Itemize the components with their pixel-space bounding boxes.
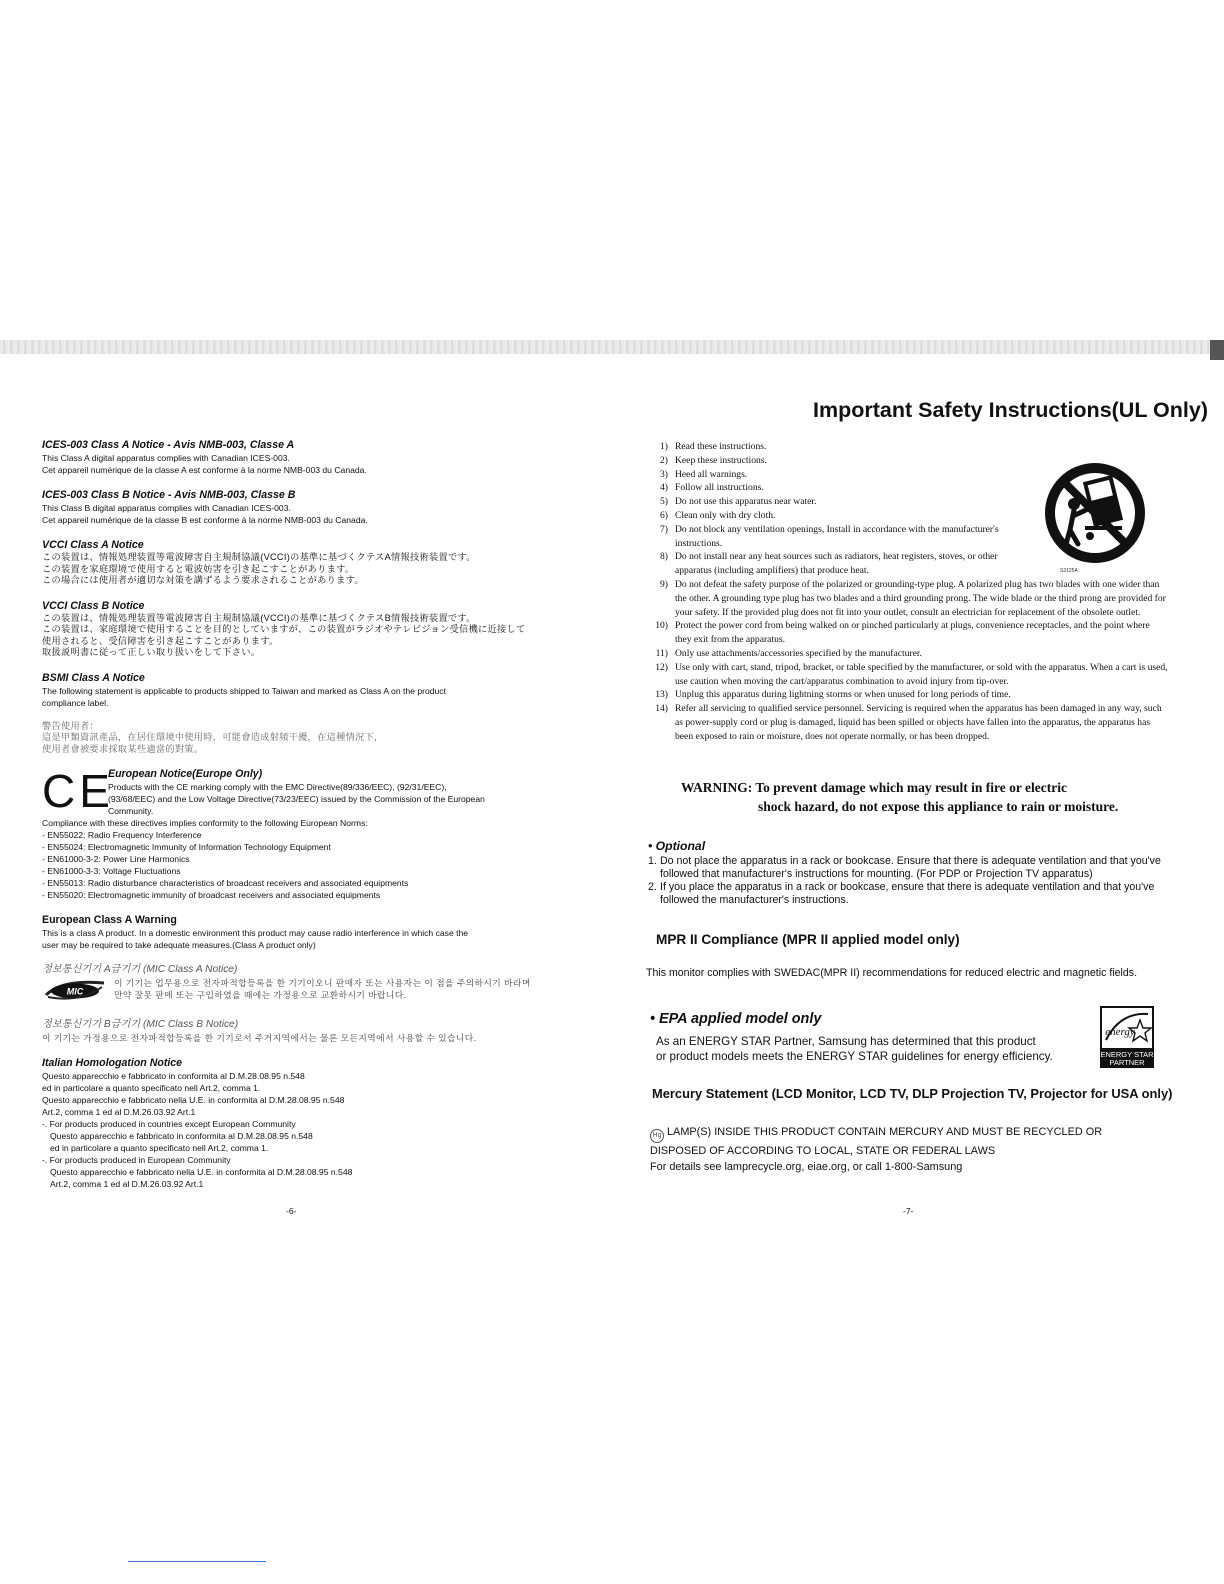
italian-line: Art.2, comma 1 ed al D.M.26.03.92 Art.1 xyxy=(42,1107,196,1117)
energy-logo-line1: ENERGY STAR xyxy=(1100,1050,1154,1059)
mic-a-section xyxy=(42,963,562,1006)
epa-line2: or product models meets the ENERGY STAR guidelines for energy efficiency. xyxy=(656,1050,1053,1063)
instruction-item xyxy=(648,440,1168,454)
epa-title: • EPA applied model only xyxy=(650,1011,822,1027)
instruction-number: 13) xyxy=(655,689,668,701)
mercury-title: Mercury Statement (LCD Monitor, LCD TV, DLP Projection TV, Projector for USA only) xyxy=(652,1086,1173,1101)
european-norm-item: - EN55022: Radio Frequency Interference xyxy=(42,830,202,840)
vcci-b-line: この装置は、家庭環境で使用することを目的としていますが、この装置がラジオやテレビジョン受信機に近接して xyxy=(42,624,526,634)
cart-tipover-warning-icon xyxy=(1040,458,1150,568)
energy-logo-script: energy xyxy=(1105,1026,1135,1038)
instruction-number: 10) xyxy=(655,620,668,632)
instruction-item xyxy=(648,688,1168,702)
mercury-line3: For details see lamprecycle.org, eiae.org, or call 1-800-Samsung xyxy=(650,1161,963,1173)
optional-item xyxy=(648,855,1168,881)
instruction-number: 6) xyxy=(660,509,668,521)
italian-sub2: -. For products produced in European Community xyxy=(42,1155,231,1165)
instruction-number: 5) xyxy=(660,496,668,508)
european-norm-item: - EN61000-3-2: Power Line Harmonics xyxy=(42,854,190,864)
eu-warning-line1: This is a class A product. In a domestic environment this product may cause radio interference in which case the xyxy=(42,928,469,938)
optional-text: Do not place the apparatus in a rack or bookcase. Ensure that there is adequate ventilation and that you've followed that manufacturer's instructions for mounting. (For PDP or Projection TV apparatus) xyxy=(660,855,1161,880)
mpr-title: MPR II Compliance (MPR II applied model only) xyxy=(656,932,960,947)
mic-b-title: 정보통신기기 B급기기 (MIC Class B Notice) xyxy=(42,1019,239,1030)
optional-text: If you place the apparatus in a rack or bookcase, ensure that there is adequate ventilation and that you've followed the manufacturer's instructions. xyxy=(660,881,1155,906)
instruction-text: Protect the power cord from being walked on or pinched particularly at plugs, convenience receptacles, and the point where they exit from the apparatus. xyxy=(675,620,1150,646)
european-norm-item: - EN55013: Radio disturbance characteristics of broadcast receivers and associated equipments xyxy=(42,878,409,888)
symbol-code: S3125A xyxy=(1060,568,1078,574)
mic-logo-icon xyxy=(42,977,114,1006)
mic-b-section xyxy=(42,1018,562,1044)
warning-line1: WARNING: To prevent damage which may result in fire or electric xyxy=(681,780,1067,795)
page-title: Important Safety Instructions(UL Only) xyxy=(813,398,1208,422)
footer-rule xyxy=(128,1561,266,1562)
european-notice-section xyxy=(42,767,562,901)
bsmi-line1: The following statement is applicable to products shipped to Taiwan and marked as Class A on the product xyxy=(42,685,446,696)
ices-a-title: ICES-003 Class A Notice - Avis NMB-003, Classe A xyxy=(42,439,295,451)
ices-a-section xyxy=(42,438,562,476)
ices-a-line1: This Class A digital apparatus complies with Canadian ICES-003. xyxy=(42,453,290,463)
optional-section xyxy=(648,840,1168,907)
eu-warning-title: European Class A Warning xyxy=(42,914,177,926)
european-notice-title: European Notice(Europe Only) xyxy=(108,768,263,780)
european-norm-item: - EN55024: Electromagnetic Immunity of Information Technology Equipment xyxy=(42,842,331,852)
instruction-text: Do not defeat the safety purpose of the polarized or grounding-type plug. A polarized plug has two blades with one wider than the other. A grounding type plug has two blades and a third grounding prong. The wide blade or the third prong are provided for your safety. If the provided plug does not fit into your outlet, consult an electrician for replacement of the obsolete outlet. xyxy=(675,578,1166,618)
italian-line: ed in particolare a quanto specificato nell Art.2, comma 1. xyxy=(42,1083,261,1093)
vcci-b-section xyxy=(42,599,562,659)
instruction-item xyxy=(648,619,1168,647)
left-page xyxy=(42,438,562,1190)
mic-a-text xyxy=(114,977,531,1001)
bsmi-line2: compliance label. xyxy=(42,697,109,708)
ce-mark-icon xyxy=(42,765,114,817)
italian-section xyxy=(42,1056,562,1190)
epa-line1: As an ENERGY STAR Partner, Samsung has determined that this product xyxy=(656,1035,1036,1048)
bsmi-zh-line: 警告使用者： xyxy=(42,720,99,731)
ices-b-section xyxy=(42,488,562,526)
italian-sub1: -. For products produced in countries except European Community xyxy=(42,1119,296,1129)
instruction-text: Heed all warnings. xyxy=(675,468,748,480)
epa-text xyxy=(656,1034,1096,1064)
optional-number: 2. xyxy=(648,881,657,893)
instruction-text: Refer all servicing to qualified service personnel. Servicing is required when the apparatus has been damaged in any way, such as power-supply cord or plug is damaged, liquid has been spilled or objects have fallen into the apparatus, the apparatus has been exposed to rain or moisture, does not operate normally, or has been dropped. xyxy=(675,703,1162,742)
instruction-item xyxy=(648,578,1168,619)
warning-block xyxy=(648,778,1208,816)
instruction-text: Unplug this apparatus during lightning storms or when unused for long periods of time. xyxy=(675,689,1011,701)
mercury-hg-icon: Hg xyxy=(650,1129,664,1143)
bsmi-title: BSMI Class A Notice xyxy=(42,671,145,684)
instruction-item xyxy=(648,702,1168,743)
instruction-text: Do not use this apparatus near water. xyxy=(675,496,817,508)
instruction-number: 12) xyxy=(655,661,668,673)
italian-title: Italian Homologation Notice xyxy=(42,1057,183,1069)
ce-mark-text: CE xyxy=(42,765,114,817)
optional-item xyxy=(648,881,1168,907)
italian-line: Questo apparecchio e fabbricato nella U.E. in conformita al D.M.28.08.95 n.548 xyxy=(42,1095,345,1105)
italian-sub2-line: Questo apparecchio e fabbricato nella U.E. in conformita al D.M.28.08.95 n.548 xyxy=(50,1167,353,1177)
instruction-text: Keep these instructions. xyxy=(675,454,767,466)
mercury-line1: LAMP(S) INSIDE THIS PRODUCT CONTAIN MERCURY AND MUST BE RECYCLED OR xyxy=(667,1126,1103,1138)
ices-b-line2: Cet appareil numérique de la classe B est conforme à la norme NMB-003 du Canada. xyxy=(42,515,368,525)
vcci-b-title: VCCI Class B Notice xyxy=(42,599,145,612)
european-norm-item: - EN55020: Electromagnetic immunity of broadcast receivers and associated equipments xyxy=(42,890,381,900)
page-number-right: -7- xyxy=(903,1206,914,1216)
ices-b-title: ICES-003 Class B Notice - Avis NMB-003, Classe B xyxy=(42,489,296,501)
vcci-b-line: この装置は、情報処理装置等電波障害自主規制協議(VCCI)の基準に基づくクテスB情報技術装置です。 xyxy=(42,612,476,623)
vcci-a-line: この場合には使用者が適切な対策を講ずるよう要求されることがあります。 xyxy=(42,575,364,585)
bsmi-zh-line: 這是甲類資訊產品，在居住環境中使用時，可能會造成射頻干擾，在這種情況下， xyxy=(42,732,384,742)
vcci-a-line: この装置を家庭環境で使用すると電波妨害を引き起こすことがあります。 xyxy=(42,563,355,574)
instruction-number: 2) xyxy=(660,454,668,466)
european-notice-text: (93/68/EEC) and the Low Voltage Directive(73/23/EEC) issued by the Commission of the European xyxy=(108,794,485,804)
european-norm-item: - EN61000-3-3: Voltage Fluctuations xyxy=(42,866,181,876)
vcci-a-line: この装置は、情報処理装置等電波障害自主規制協議(VCCI)の基準に基づくクテスA情報技術装置です。 xyxy=(42,552,476,562)
mic-a-line2: 만약 잘못 판매 또는 구입하였을 때에는 가정용으로 교환하시기 바랍니다. xyxy=(114,990,407,1000)
vcci-a-section xyxy=(42,538,562,587)
bsmi-zh-line: 使用者會被要求採取某些適當的對策。 xyxy=(42,743,204,754)
instruction-number: 14) xyxy=(655,703,668,715)
italian-sub1-line: ed in particolare a quanto specificato nell Art.2, comma 1. xyxy=(50,1143,269,1153)
eu-warning-section xyxy=(42,913,562,951)
mic-row xyxy=(42,977,562,1006)
italian-line: Questo apparecchio e fabbricato in conformita al D.M.28.08.95 n.548 xyxy=(42,1071,305,1081)
european-notice-text: Community. xyxy=(108,806,154,816)
instruction-text: Only use attachments/accessories specified by the manufacturer. xyxy=(675,647,922,659)
instruction-text: Clean only with dry cloth. xyxy=(675,509,776,521)
instruction-item xyxy=(648,661,1168,689)
ices-a-line2: Cet appareil numérique de la classe A est conforme à la norme NMB-003 du Canada. xyxy=(42,465,367,475)
bsmi-section xyxy=(42,671,562,756)
instruction-number: 1) xyxy=(660,441,668,452)
energy-star-logo-icon xyxy=(1100,1006,1154,1068)
european-notice-text: Products with the CE marking comply with the EMC Directive(89/336/EEC), (92/31/EEC), xyxy=(108,782,447,792)
energy-logo-line2: PARTNER xyxy=(1109,1058,1145,1067)
mic-logo-text: MIC xyxy=(66,986,84,997)
instruction-number: 3) xyxy=(660,468,668,480)
instruction-text: Use only with cart, stand, tripod, bracket, or table specified by the manufacturer, or sold with the apparatus. When a cart is used, use caution when moving the cart/apparatus combination to avoid injury from tip-over. xyxy=(675,661,1168,687)
scan-artifact-bar xyxy=(0,340,1224,354)
mercury-line2: DISPOSED OF ACCORDING TO LOCAL, STATE OR FEDERAL LAWS xyxy=(650,1145,996,1157)
instruction-text: Do not block any ventilation openings, Install in accordance with the manufacturer's instructions. xyxy=(675,523,999,549)
italian-sub2-line: Art.2, comma 1 ed al D.M.26.03.92 Art.1 xyxy=(50,1179,204,1189)
ices-b-line1: This Class B digital apparatus complies with Canadian ICES-003. xyxy=(42,503,291,513)
instruction-number: 4) xyxy=(660,482,668,494)
instruction-text: Do not install near any heat sources such as radiators, heat registers, stoves, or other apparatus (including amplifiers) that produce heat. xyxy=(675,551,998,577)
vcci-b-line: 使用されると、受信障害を引き起こすことがあります。 xyxy=(42,635,279,646)
instruction-text: Follow all instructions. xyxy=(675,482,764,494)
mic-a-title: 정보통신기기 A급기기 (MIC Class A Notice) xyxy=(42,964,238,975)
european-norms-intro: Compliance with these directives implies conformity to the following European Norms: xyxy=(42,818,368,828)
mercury-text xyxy=(650,1124,1170,1175)
vcci-b-line: 取扱説明書に従って正しい取り扱いをして下さい。 xyxy=(42,647,261,657)
instruction-number: 8) xyxy=(660,551,668,563)
optional-title: • Optional xyxy=(648,839,706,853)
mpr-text: This monitor complies with SWEDAC(MPR II) recommendations for reduced electric and magnetic fields. xyxy=(646,967,1138,979)
instruction-item xyxy=(648,647,1168,661)
instruction-number: 9) xyxy=(660,578,668,590)
vcci-a-title: VCCI Class A Notice xyxy=(42,539,144,551)
instruction-text: Read these instructions. xyxy=(675,441,767,452)
italian-sub1-line: Questo apparecchio e fabbricato in conformita al D.M.28.08.95 n.548 xyxy=(50,1131,313,1141)
optional-number: 1. xyxy=(648,855,657,867)
warning-line2: shock hazard, do not expose this appliance to rain or moisture. xyxy=(758,799,1119,814)
page-number-left: -6- xyxy=(286,1206,297,1216)
mic-a-line1: 이 기기는 업무용으로 전자파적합등록을 한 기기이오니 판매자 또는 사용자는 이 점을 주의하시기 바라며 xyxy=(114,978,531,988)
instruction-number: 11) xyxy=(655,647,668,659)
eu-warning-line2: user may be required to take adequate measures.(Class A product only) xyxy=(42,940,316,950)
ce-row xyxy=(42,767,562,817)
ce-text xyxy=(108,767,562,817)
instruction-number: 7) xyxy=(660,523,668,535)
mic-b-line1: 이 기기는 가정용으로 전자파적합등록을 한 기기로서 주거지역에서는 물론 모든지역에서 사용할 수 있습니다. xyxy=(42,1033,477,1043)
